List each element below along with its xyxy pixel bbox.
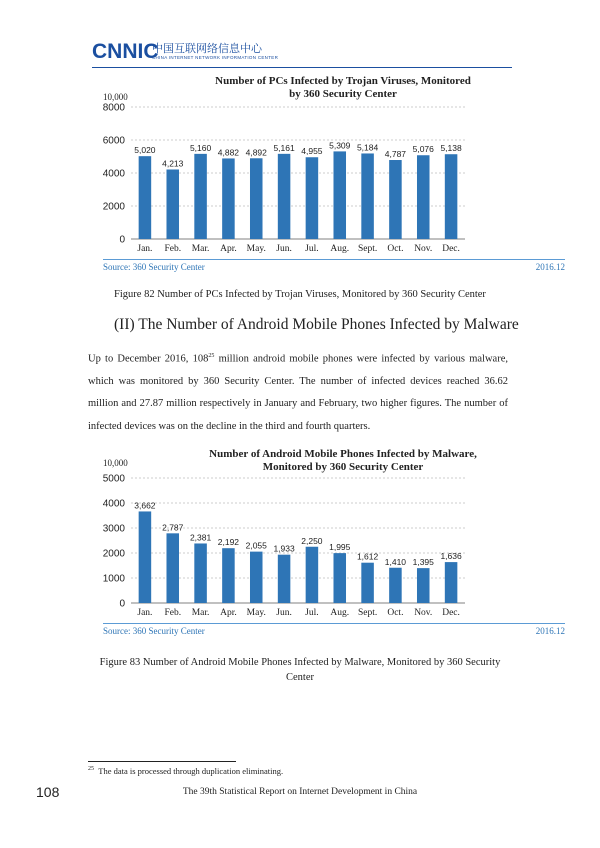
paragraph-part2: million android mobile phones were infected by various malware, which was monitored by 360 Security Center. The number of infected devices reached 36.62 million and 27.87 million respectively in January and February, two higher figures. The number of infected devices was on the decline in the third and fourth quarters.	[88, 353, 509, 432]
chart2-data-label: 1,410	[384, 556, 407, 567]
chart2-data-label: 1,612	[356, 551, 379, 562]
chart2-bar	[278, 555, 291, 603]
chart1-data-label: 4,213	[162, 158, 184, 169]
chart1-bar	[194, 154, 207, 239]
chart1-data-label: 5,161	[273, 142, 295, 153]
chart1-bar	[445, 154, 458, 239]
footer-title: The 39th Statistical Report on Internet Development in China	[182, 787, 418, 797]
chart1-category-label: Feb.	[164, 244, 182, 254]
chart1-category-label: Mar.	[191, 244, 210, 254]
chart-android-malware	[93, 448, 593, 634]
chart1-data-label: 5,309	[329, 140, 351, 151]
chart2-data-label: 2,381	[189, 532, 212, 543]
chart2-category-label: Feb.	[164, 608, 182, 618]
chart2-category-label: Jul.	[305, 608, 319, 618]
chart1-bar	[306, 157, 319, 239]
chart1-data-label: 5,184	[356, 142, 379, 153]
chart2-ytick-label: 5000	[102, 473, 125, 485]
chart1-bar	[222, 158, 235, 239]
chart2-date: 2016.12	[535, 626, 565, 636]
chart2-category-label: May.	[246, 608, 266, 618]
chart2-category-label: Aug.	[330, 608, 350, 618]
chart2-title-line1: Number of Android Mobile Phones Infected by Malware,	[209, 448, 477, 460]
chart2-bar	[333, 553, 346, 603]
chart2-ytick-label: 0	[119, 598, 125, 610]
chart2-category-label: Dec.	[442, 608, 460, 618]
chart2-bar	[222, 548, 235, 603]
chart2-bar	[166, 533, 179, 603]
chart1-ytick-label: 4000	[102, 168, 125, 180]
chart1-ytick-label: 6000	[102, 135, 125, 147]
chart2-unit-label: 10,000	[103, 458, 128, 468]
chart1-category-label: Dec.	[442, 244, 460, 254]
chart2-category-label: Jan.	[137, 608, 153, 618]
body-paragraph	[88, 345, 508, 438]
chart1-category-label: Aug.	[330, 244, 350, 254]
chart-pc-trojan	[93, 75, 593, 272]
chart2-category-label: Apr.	[220, 608, 237, 618]
chart1-source: Source: 360 Security Center	[103, 262, 205, 272]
chart2-category-label: Nov.	[414, 608, 433, 618]
chart1-date: 2016.12	[535, 262, 565, 272]
chart2-data-label: 2,055	[245, 540, 267, 551]
chart1-ytick-label: 8000	[102, 102, 125, 114]
chart2-ytick-label: 3000	[102, 523, 125, 535]
chart1-bar	[250, 158, 263, 239]
footnote	[88, 766, 283, 776]
figure83-caption-line2: Center	[286, 672, 314, 683]
chart1-data-label: 4,787	[384, 149, 407, 160]
chart1-category-label: Nov.	[414, 244, 433, 254]
header-rule	[92, 67, 512, 68]
footnote-rule	[88, 761, 236, 762]
page-number: 108	[36, 784, 60, 800]
chart1-bar	[333, 151, 346, 239]
logo-english-name: CHINA INTERNET NETWORK INFORMATION CENTER	[152, 55, 279, 60]
chart2-bar	[194, 543, 207, 603]
chart2-source: Source: 360 Security Center	[103, 626, 205, 636]
logo-chinese-name: 中国互联网络信息中心	[152, 42, 262, 55]
chart2-bar	[139, 511, 152, 603]
chart1-data-label: 4,882	[217, 147, 240, 158]
section-heading: (II) The Number of Android Mobile Phones Infected by Malware	[114, 316, 519, 333]
chart2-data-label: 1,995	[329, 542, 351, 553]
chart1-title-line1: Number of PCs Infected by Trojan Viruses, Monitored	[215, 75, 471, 87]
chart2-data-label: 3,662	[134, 500, 156, 511]
chart2-category-label: Oct.	[387, 608, 404, 618]
chart2-ytick-label: 4000	[102, 498, 125, 510]
footnote-ref: 25	[208, 353, 215, 359]
chart2-data-label: 1,395	[412, 557, 434, 568]
footnote-text: The data is processed through duplication eliminating.	[98, 766, 284, 776]
chart1-source-bar	[103, 259, 565, 276]
chart2-data-label: 2,250	[301, 535, 323, 546]
chart2-title-line2: Monitored by 360 Security Center	[262, 461, 424, 473]
chart1-data-label: 4,955	[301, 146, 323, 157]
chart1-bar	[417, 155, 430, 239]
chart2-data-label: 2,787	[162, 522, 184, 533]
chart2-bar	[361, 563, 374, 603]
chart2-source-bar	[103, 623, 565, 640]
chart1-bar	[361, 153, 374, 239]
chart2-bar	[445, 562, 458, 603]
chart2-bar	[417, 568, 430, 603]
chart2-bar	[306, 547, 319, 603]
figure83-caption	[0, 655, 600, 685]
chart2-data-label: 1,636	[440, 551, 462, 562]
chart1-category-label: Jul.	[305, 244, 319, 254]
chart2-plot	[93, 448, 593, 624]
chart1-bar	[278, 154, 291, 239]
chart1-category-label: Apr.	[220, 244, 237, 254]
chart2-ytick-label: 2000	[102, 548, 125, 560]
figure82-caption: Figure 82 Number of PCs Infected by Trojan Viruses, Monitored by 360 Security Center	[114, 289, 486, 300]
chart2-category-label: Mar.	[191, 608, 210, 618]
chart1-ytick-label: 0	[119, 234, 125, 246]
chart2-category-label: Sept.	[357, 608, 378, 618]
chart1-bar	[139, 156, 152, 239]
chart2-category-label: Jun.	[276, 608, 292, 618]
chart1-category-label: Sept.	[357, 244, 378, 254]
chart1-bar	[166, 169, 179, 239]
logo-wordmark: CNNIC	[92, 40, 159, 63]
chart1-data-label: 5,020	[134, 145, 156, 156]
chart1-unit-label: 10,000	[103, 92, 128, 102]
chart2-data-label: 2,192	[217, 537, 240, 548]
figure83-caption-line1: Figure 83 Number of Android Mobile Phones Infected by Malware, Monitored by 360 Security	[99, 657, 501, 668]
chart2-ytick-label: 1000	[102, 573, 125, 585]
chart2-data-label: 1,933	[273, 543, 295, 554]
chart1-data-label: 5,160	[189, 142, 212, 153]
chart2-bar	[250, 552, 263, 603]
chart1-bar	[389, 160, 402, 239]
chart1-data-label: 5,076	[412, 144, 434, 155]
footnote-number: 25	[88, 766, 94, 773]
chart1-category-label: Jan.	[137, 244, 153, 254]
cnnic-logo	[92, 38, 292, 68]
chart2-bar	[389, 568, 402, 603]
chart1-title-line2: by 360 Security Center	[289, 88, 397, 100]
chart1-category-label: Oct.	[387, 244, 404, 254]
chart1-ytick-label: 2000	[102, 201, 125, 213]
paragraph-part1: Up to December 2016, 108	[88, 353, 209, 365]
chart1-data-label: 4,892	[245, 147, 267, 158]
chart1-category-label: Jun.	[276, 244, 292, 254]
chart1-data-label: 5,138	[440, 143, 462, 154]
chart1-category-label: May.	[246, 244, 266, 254]
chart1-plot	[93, 75, 593, 261]
